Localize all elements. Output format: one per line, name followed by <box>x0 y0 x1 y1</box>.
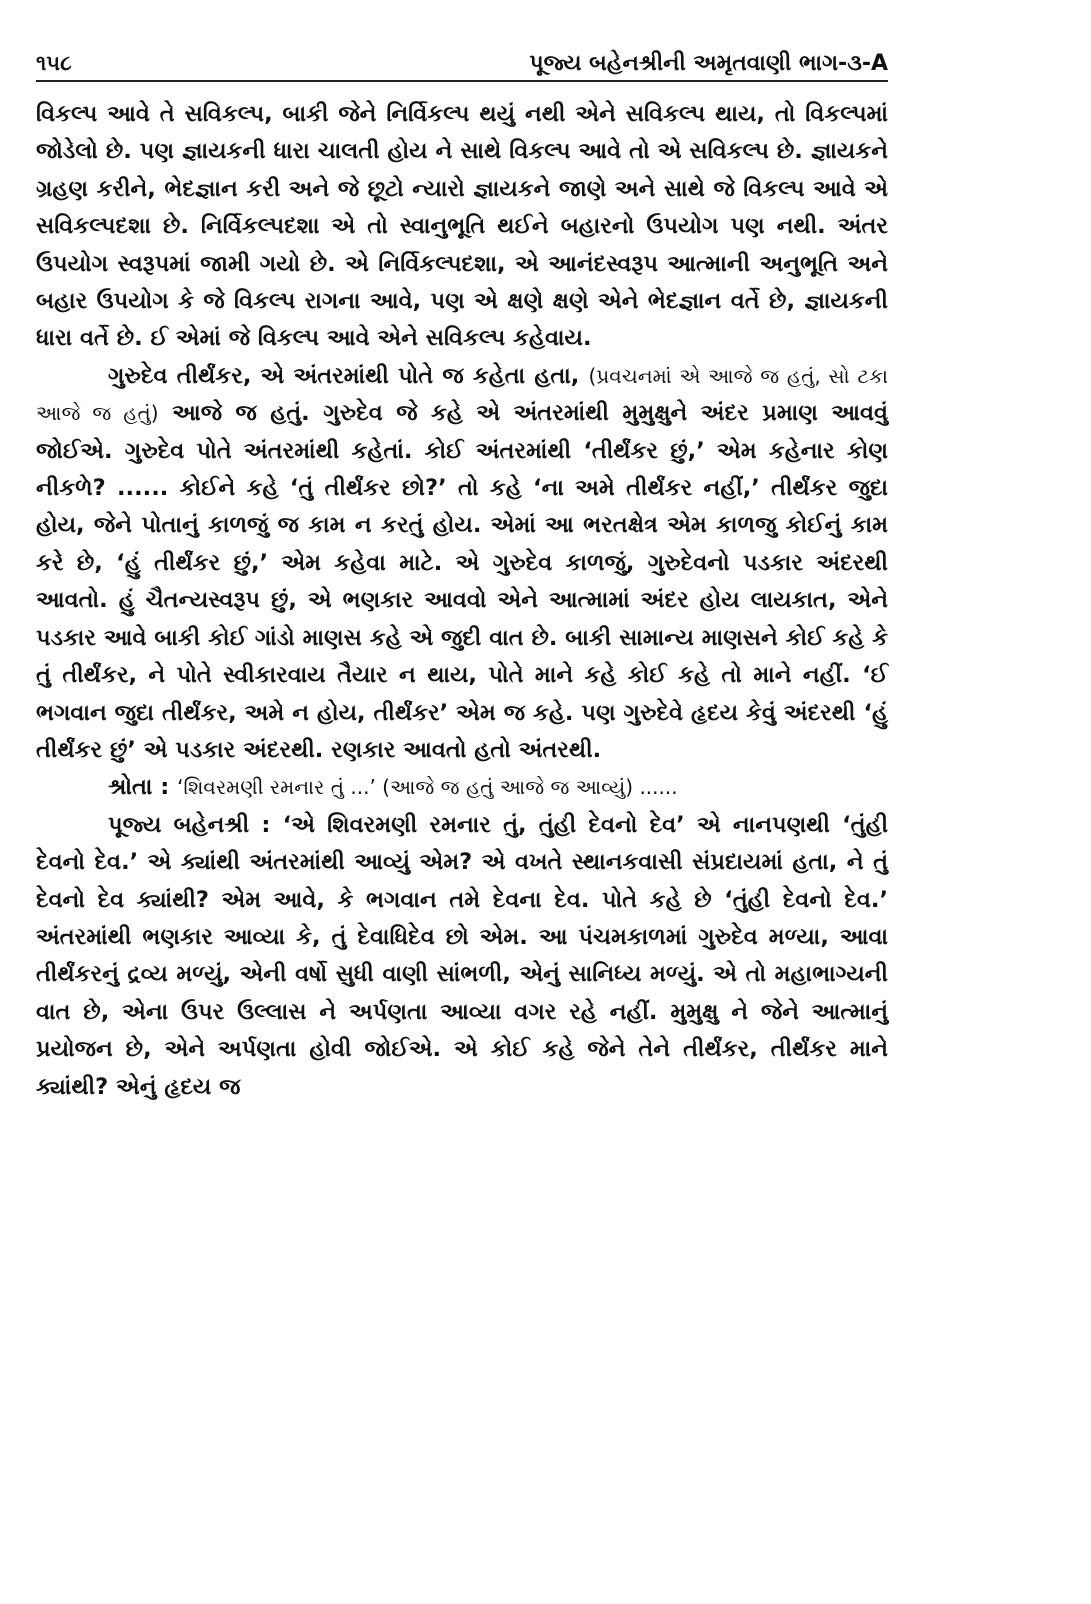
paragraph-1 <box>36 96 888 358</box>
paragraph-text: આજે જ હતું. ગુરુદેવ જે કહે એ અંતરમાંથી મુમુક્ષુને અંદર પ્રમાણ આવવું જોઈએ. ગુરુદેવ પોતે અંતરમાંથી કહેતાં. કોઈ અંતરમાંથી ‘તીર્થંકર છું,’ એમ કહેનાર કોણ નીકળે? ...... કોઈને કહે ‘તું તીર્થંકર છો?’ તો કહે ‘ના અમે તીર્થંકર નહીં,’ તીર્થંકર જુદા હોય, જેને પોતાનું કાળજું જ કામ ન કરતું હોય. એમાં આ ભરતક્ષેત્ર એમ કાળજુ કોઈનું કામ કરે છે, ‘હું તીર્થંકર છું,’ એમ કહેવા માટે. એ ગુરુદેવ કાળજું, ગુરુદેવનો પડકાર અંદરથી આવતો. હું ચૈતન્યસ્વરૂપ છું, એ ભણકાર આવવો એને આત્મામાં અંદર હોય લાયકાત, એને પડકાર આવે બાકી કોઈ ગાંડો માણસ કહે એ જુદી વાત છે. બાકી સામાન્ય માણસને કોઈ કહે કે તું તીર્થંકર, ને પોતે સ્વીકારવાય તૈયાર ન થાય, પોતે માને કહે કોઈ કહે તો માને નહીં. ‘ઈ ભગવાન જુદા તીર્થંકર, અમે ન હોય, તીર્થંકર’ એમ જ કહે. પણ ગુરુદેવે હૃદય કેવું અંદરથી ‘હું તીર્થંકર છું’ એ પડકાર અંદરથી. રણકાર આવતો હતો અંતરથી. <box>36 400 888 763</box>
paragraph-3 <box>36 769 888 806</box>
paragraph-text: વિકલ્પ આવે તે સવિકલ્પ, બાકી જેને નિર્વિકલ્પ થયું નથી એને સવિકલ્પ થાય, તો વિકલ્પમાં જોડેલો છે. પણ જ્ઞાયકની ધારા ચાલતી હોય ને સાથે વિકલ્પ આવે તો એ સવિકલ્પ છે. જ્ઞાયકને ગ્રહણ કરીને, ભેદજ્ઞાન કરી અને જે છૂટો ન્યારો જ્ઞાયકને જાણે અને સાથે જે વિકલ્પ આવે એ સવિકલ્પદશા છે. નિર્વિકલ્પદશા એ તો સ્વાનુભૂતિ થઈને બહારનો ઉપયોગ પણ નથી. અંતર ઉપયોગ સ્વરૂપમાં જામી ગયો છે. એ નિર્વિકલ્પદશા, એ આનંદસ્વરૂપ આત્માની અનુભૂતિ અને બહાર ઉપયોગ કે જે વિકલ્પ રાગના આવે, પણ એ ક્ષણે ક્ષણે એને ભેદજ્ઞાન વર્તે છે, જ્ઞાયકની ધારા વર્તે છે. ઈ એમાં જે વિકલ્પ આવે એને સવિકલ્પ કહેવાય. <box>36 101 888 352</box>
paragraph-text: ‘એ શિવરમણી રમનાર તું, તુંહી દેવનો દેવ’ એ નાનપણથી ‘તુંહી દેવનો દેવ.’ એ ક્યાંથી અંતરમાંથી આવ્યું એમ? એ વખતે સ્થાનકવાસી સંપ્રદાયમાં હતા, ને તું દેવનો દેવ ક્યાંથી? એમ આવે, કે ભગવાન તમે દેવના દેવ. પોતે કહે છે ‘તુંહી દેવનો દેવ.’ અંતરમાંથી ભણકાર આવ્યા કે, તું દેવાધિદેવ છો એમ. આ પંચમકાળમાં ગુરુદેવ મળ્યા, આવા તીર્થંકરનું દ્રવ્ય મળ્યું, એની વર્ષો સુધી વાણી સાંભળી, એનું સાનિધ્ય મળ્યું. એ તો મહાભાગ્યની વાત છે, એના ઉપર ઉલ્લાસ ને અર્પણતા આવ્યા વગર રહે નહીં. મુમુક્ષુ ને જેને આત્માનું પ્રયોજન છે, એને અર્પણતા હોવી જોઈએ. એ કોઈ કહે જેને તેને તીર્થંકર, તીર્થંકર માને ક્યાંથી? એનું હૃદય જ <box>36 811 889 1100</box>
speaker-label: શ્રોતા : <box>108 774 178 801</box>
page-number: ૧૫૮ <box>36 51 72 75</box>
document-page <box>36 44 888 1106</box>
page-header <box>36 44 888 82</box>
paragraph-text: ગુરુદેવ તીર્થંકર, એ અંતરમાંથી પોતે જ કહેતા હતા, <box>108 362 589 389</box>
parenthetical-aside: (પ્રવચનમાં એ આજે જ હતું, સો ટકા આજે જ હતું) <box>36 363 888 426</box>
paragraph-4 <box>36 807 888 1106</box>
running-title: પૂજ્ય બહેનશ્રીની અમૃતવાણી ભાગ-૩-A <box>529 51 888 76</box>
paragraph-text: ‘શિવરમણી રમનાર તું ...’ (આજે જ હતું આજે જ આવ્યું) ...... <box>177 775 678 800</box>
speaker-label: પૂજ્ય બહેનશ્રી : <box>108 811 283 838</box>
page-body <box>36 96 888 1106</box>
paragraph-2 <box>36 358 888 769</box>
